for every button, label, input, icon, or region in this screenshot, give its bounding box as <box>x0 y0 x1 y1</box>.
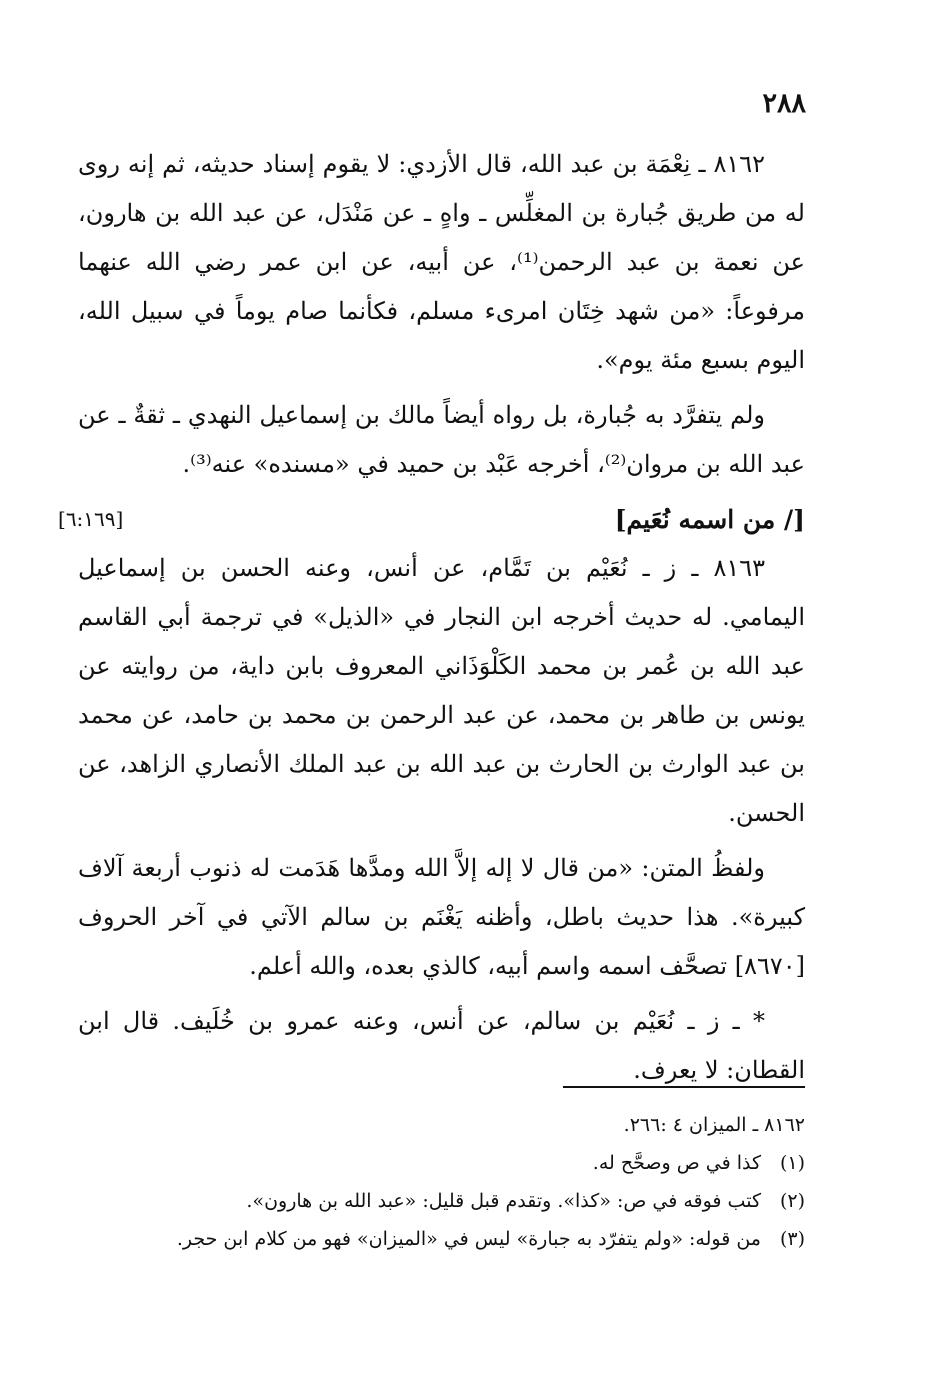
footnote-3 <box>78 1220 805 1258</box>
entry-8163: ٨١٦٣ ـ ز ـ نُعَيْم بن تَمَّام، عن أنس، وعنه الحسن بن إسماعيل اليمامي. له حديث أخرجه ابن النجار في «الذيل» في ترجمة أبي القاسم عبد الله بن عُمر بن محمد الكَلْوَذَاني المعروف بابن داية، من روايته عن يونس بن طاهر بن محمد، عن عبد الرحمن بن محمد بن حامد، عن محمد بن عبد الوارث بن الحارث بن عبد الله بن عبد الملك الأنصاري الزاهد، عن الحسن. <box>78 554 805 827</box>
entry-naim-ibn-salim: * ـ ز ـ نُعَيْم بن سالم، عن أنس، وعنه عمرو بن خُلَيف. قال ابن القطان: لا يعرف. <box>78 1007 805 1084</box>
footnote-source: ٨١٦٢ ـ الميزان ٤ :٢٦٦. <box>623 1114 805 1136</box>
footnote-1 <box>78 1144 805 1182</box>
section-title: [/ من اسمه نُعَيم] <box>614 505 805 534</box>
page-number: ٢٨٨ <box>762 88 806 119</box>
footnote-number: (٣) <box>779 1228 805 1250</box>
footnotes <box>78 1106 805 1258</box>
volume-page-reference: [٦:١٦٩] <box>58 507 124 531</box>
entry-8163-note: ولفظُ المتن: «من قال لا إله إلاَّ الله ومدَّها هَدَمت له ذنوب أربعة آلاف كبيرة». هذا حديث باطل، وأظنه يَغْنَم بن سالم الآتي في آخر الحروف [٨٦٧٠] تصحَّف اسمه واسم أبيه، كالذي بعده، والله أعلم. <box>78 854 805 980</box>
section-heading <box>58 495 805 544</box>
main-text <box>58 140 805 1101</box>
footnote-number: (٢) <box>779 1190 805 1212</box>
footnote-number: (١) <box>779 1152 805 1174</box>
footnote-divider <box>563 1086 805 1088</box>
footnote-text: من قوله: «ولم يتفرّد به جبارة» ليس في «الميزان» فهو من كلام ابن حجر. <box>176 1228 761 1250</box>
footnote-text: كذا في ص وصحَّح له. <box>592 1152 761 1174</box>
entry-8162: ٨١٦٢ ـ نِعْمَة بن عبد الله، قال الأزدي: لا يقوم إسناد حديثه، ثم إنه روى له من طريق جُبارة بن المغلِّس ـ واهٍ ـ عن مَنْدَل، عن عبد الله بن هارون، عن نعمة بن عبد الرحمن⁽¹⁾، عن أبيه، عن ابن عمر رضي الله عنهما مرفوعاً: «من شهد خِتَان امرىء مسلم، فكأنما صام يوماً في سبيل الله، اليوم بسبع مئة يوم». <box>78 150 805 374</box>
entry-8162-continuation: ولم يتفرَّد به جُبارة، بل رواه أيضاً مالك بن إسماعيل النهدي ـ ثقةٌ ـ عن عبد الله بن مروان⁽²⁾، أخرجه عَبْد بن حميد في «مسنده» عنه⁽³⁾. <box>78 401 805 478</box>
footnote-text: كتب فوقه في ص: «كذا». وتقدم قبل قليل: «عبد الله بن هارون». <box>246 1190 761 1212</box>
footnote-2 <box>78 1182 805 1220</box>
